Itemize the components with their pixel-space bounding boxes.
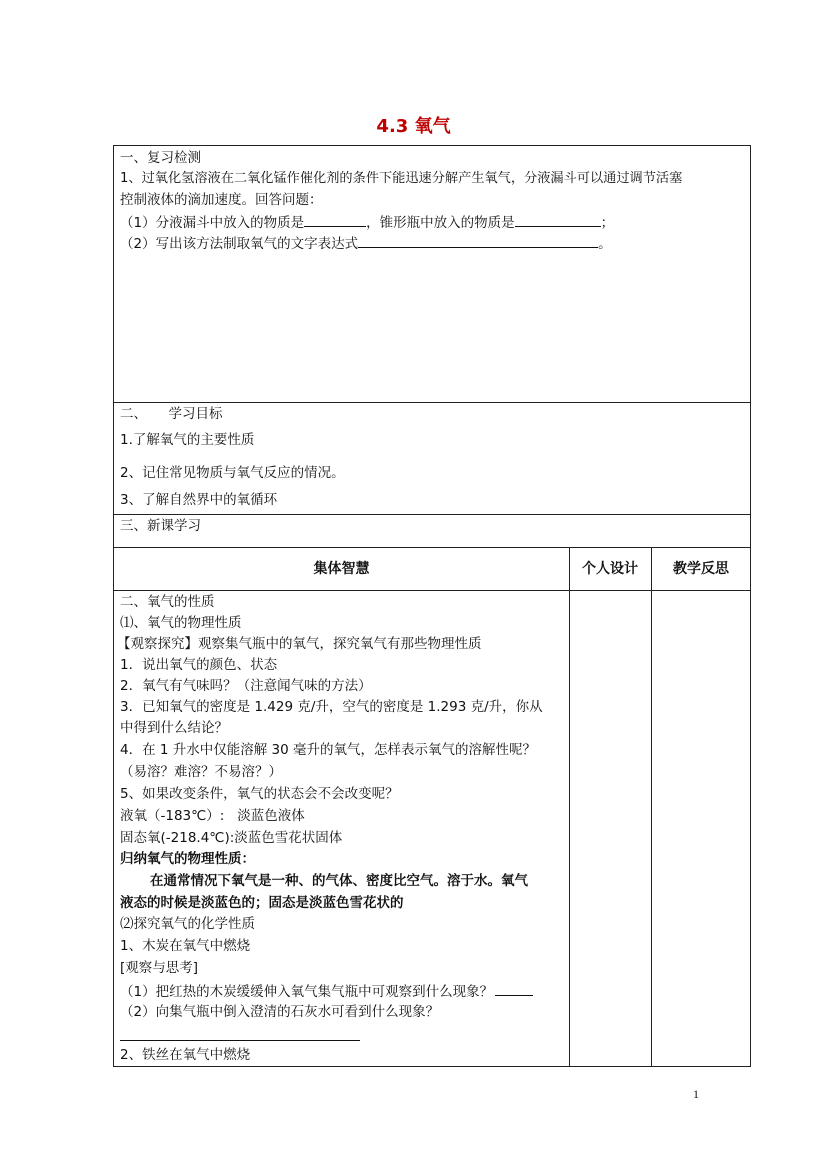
summary-line: 液态的时候是淡蓝色的；固态是淡蓝色雪花状的 (120, 895, 404, 911)
content-line: 液氧（-183℃）: 淡蓝色液体 (120, 808, 305, 824)
question-1-line-1: 1、过氧化氢溶液在二氧化锰作催化剂的条件下能迅速分解产生氧气，分液漏斗可以通过调节活塞 (120, 171, 683, 186)
content-line: （1）把红热的木炭缓缓伸入氧气集气瓶中可观察到什么现象？ (120, 981, 533, 1001)
review-heading: 一、复习检测 (120, 150, 201, 166)
content-line: 3．已知氧气的密度是 1.429 克/升，空气的密度是 1.293 克/升，你从 (120, 699, 543, 715)
summary-line: 在通常情况下氧气是一种、的气体、密度比空气。溶于水。氧气 (150, 873, 528, 889)
lesson-table (113, 547, 751, 1067)
new-lesson-section (113, 514, 751, 548)
answer-blank[interactable] (304, 212, 366, 227)
content-line: 5、如果改变条件，氧气的状态会不会改变呢？ (120, 786, 399, 802)
answer-blank[interactable] (358, 233, 598, 248)
content-line: ⑵探究氧气的化学性质 (120, 916, 255, 932)
content-line: 1．说出氧气的颜色、状态 (120, 657, 278, 673)
content-line: 【观察探究】观察集气瓶中的氧气，探究氧气有那些物理性质 (117, 636, 482, 652)
content-line: 2、铁丝在氧气中燃烧 (120, 1047, 251, 1063)
page-number: 1 (693, 1087, 699, 1101)
review-section (113, 145, 751, 403)
goals-heading: 二、 学习目标 (120, 406, 223, 422)
content-line: 中得到什么结论？ (120, 720, 228, 736)
question-2-fill: （2）写出该方法制取氧气的文字表达式 。 (120, 233, 612, 253)
answer-blank[interactable] (515, 212, 601, 227)
column-header-personal-design: 个人设计 (582, 561, 638, 577)
content-line: [观察与思考] (120, 960, 199, 976)
page-title: 4.3 氧气 (376, 116, 451, 137)
content-line: 固态氧(-218.4℃):淡蓝色雪花状固体 (120, 830, 343, 846)
goal-item: 1.了解氧气的主要性质 (120, 432, 255, 448)
question-1-line-2: 控制液体的滴加速度。回答问题： (120, 192, 323, 208)
summary-heading: 归纳氧气的物理性质： (120, 851, 255, 867)
content-line: 1、木炭在氧气中燃烧 (120, 938, 251, 954)
goal-item: 3、了解自然界中的氧循环 (120, 492, 278, 508)
header-divider (114, 590, 750, 591)
answer-blank[interactable] (495, 981, 533, 996)
content-line: （易溶？难溶？不易溶？） (120, 764, 282, 780)
column-header-collective-wisdom: 集体智慧 (313, 561, 370, 577)
column-header-teaching-reflection: 教学反思 (673, 561, 729, 577)
content-line: 二、氧气的性质 (120, 594, 215, 610)
column-divider (651, 548, 652, 1066)
content-line: 4．在 1 升水中仅能溶解 30 毫升的氧气，怎样表示氧气的溶解性呢？ (120, 742, 537, 758)
goal-item: 2、记住常见物质与氧气反应的情况。 (120, 465, 345, 481)
column-divider (569, 548, 570, 1066)
content-line: （2）向集气瓶中倒入澄清的石灰水可看到什么现象？ (120, 1004, 440, 1020)
new-lesson-heading: 三、新课学习 (120, 518, 201, 534)
question-1-fill: （1）分液漏斗中放入的物质是 ，锥形瓶中放入的物质是 ； (120, 212, 614, 232)
content-line: ⑴、氧气的物理性质 (120, 615, 242, 631)
content-line: 2．氧气有气味吗？（注意闻气味的方法） (120, 678, 372, 694)
answer-line[interactable] (120, 1040, 360, 1041)
goals-section (113, 402, 751, 515)
